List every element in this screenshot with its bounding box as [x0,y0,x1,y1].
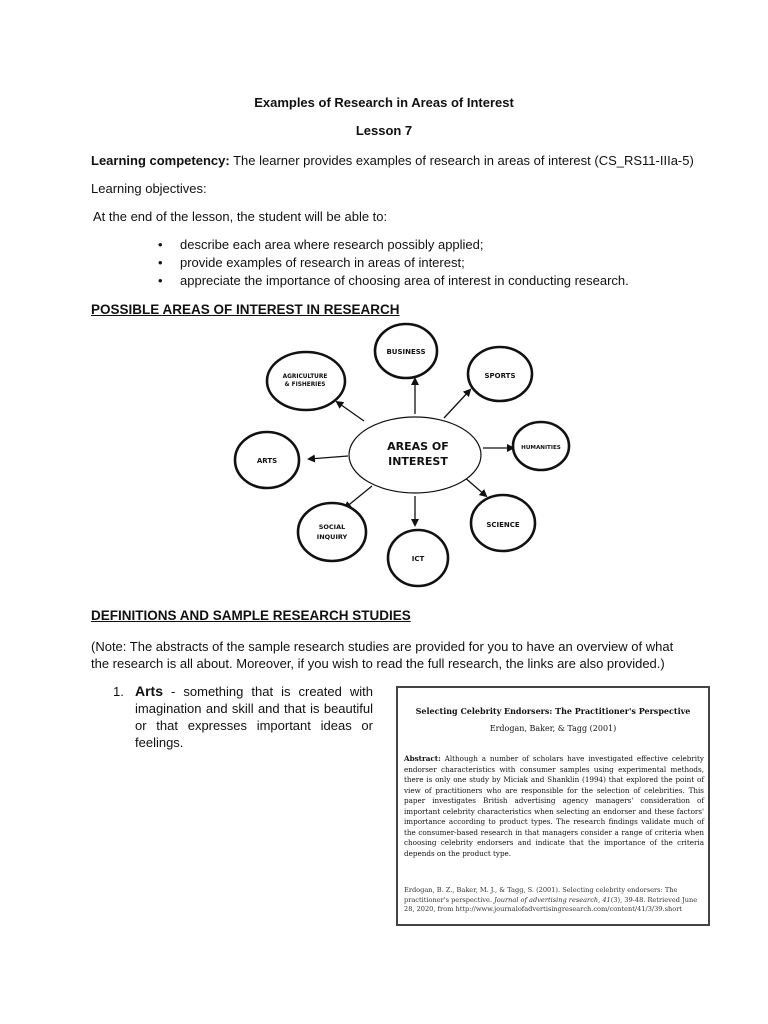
arts-term: Arts [135,683,164,699]
competency-text: The learner provides examples of research in areas of interest (CS_RS11-IIIa-5) [229,153,694,168]
reference-text: Erdogan, B. Z., Baker, M. J., & Tagg, S. (2001). Selecting celebrity endorsers: The practitioner's perspective. [404,886,678,904]
objective-item [158,273,718,290]
node-agriculture [267,352,345,410]
abstract-box [396,686,710,926]
node-label-social-inquiry: SOCIAL [318,523,346,531]
abstract-reference [404,886,704,915]
areas-of-interest-diagram [230,318,561,590]
arrow-arts [309,456,348,459]
center-label: AREAS OF [387,440,449,453]
objectives-intro: At the end of the lesson, the student will be able to: [93,209,388,224]
bullet-icon: • [158,255,163,270]
abstract-study-title: Selecting Celebrity Endorsers: The Practitioner's Perspective [415,706,691,716]
document-title: Examples of Research in Areas of Interest [254,95,514,110]
objective-item [158,255,718,272]
objectives-label: Learning objectives: [91,181,207,196]
objective-text: describe each area where research possibly applied; [180,237,484,252]
node-social-inquiry [298,503,366,561]
section-heading-definitions: DEFINITIONS AND SAMPLE RESEARCH STUDIES [91,608,411,623]
abstract-authors: Erdogan, Baker, & Tagg (2001) [489,724,617,733]
objective-item [158,237,718,254]
node-label-business: BUSINESS [386,348,426,356]
item-number: 1. [113,684,124,699]
competency-label: Learning competency: [91,153,230,168]
arts-definition-text: - something that is created with imagination and skill and that is beautiful or that expresses important ideas or feelings. [135,684,373,750]
note-paragraph: (Note: The abstracts of the sample research studies are provided for you to have an overview of what the research is all about. Moreover, if you wish to read the full research, the links are also provided.) [91,639,674,671]
node-label-sports: SPORTS [484,372,516,380]
arrow-social-inquiry [345,486,372,508]
node-label-science: SCIENCE [486,521,520,529]
node-label-agriculture: & FISHERIES [284,382,326,388]
objective-text: provide examples of research in areas of interest; [180,255,465,270]
objective-text: appreciate the importance of choosing area of interest in conducting research. [180,273,629,288]
lesson-number: Lesson 7 [355,123,413,138]
node-label-ict: ICT [411,555,425,563]
node-label-social-inquiry: INQUIRY [316,533,348,541]
node-label-agriculture: AGRICULTURE [282,374,328,380]
arrow-agriculture [337,402,364,421]
arts-definition [135,683,373,751]
arrow-sports [444,390,470,418]
abstract-body [404,754,704,859]
node-label-humanities: HUMANITIES [521,445,561,451]
reference-journal: Journal of advertising research, 41 [494,895,611,904]
learning-competency [91,152,694,169]
bullet-icon: • [158,273,163,288]
node-label-arts: ARTS [256,457,278,465]
abstract-text: Although a number of scholars have investigated effective celebrity endorser characteristics with consumer samples using experimental methods, there is only one study by Miciak and Shanklin (1994) that explored the point of view of practitioners who are responsible for the selection of celebrities. This paper investigates British advertising agency managers' consideration of important celebrity characteristics when selecting an endorser and these factors' importance according to product types. The research findings validate much of the consumer-based research in that managers consider a range of criteria when choosing celebrity endorsers and indicate that the importance of the criteria depends on the product type. [404,754,704,858]
reference-retrieval: (3), 39-48. Retrieved June 28, 2020, from http://www.journalofadvertisingresearch.com/content/41/3/39.short [404,895,698,913]
bullet-icon: • [158,237,163,252]
abstract-label: Abstract: [404,754,441,763]
center-label: INTEREST [388,455,448,468]
section-heading-areas: POSSIBLE AREAS OF INTEREST IN RESEARCH [91,302,400,317]
